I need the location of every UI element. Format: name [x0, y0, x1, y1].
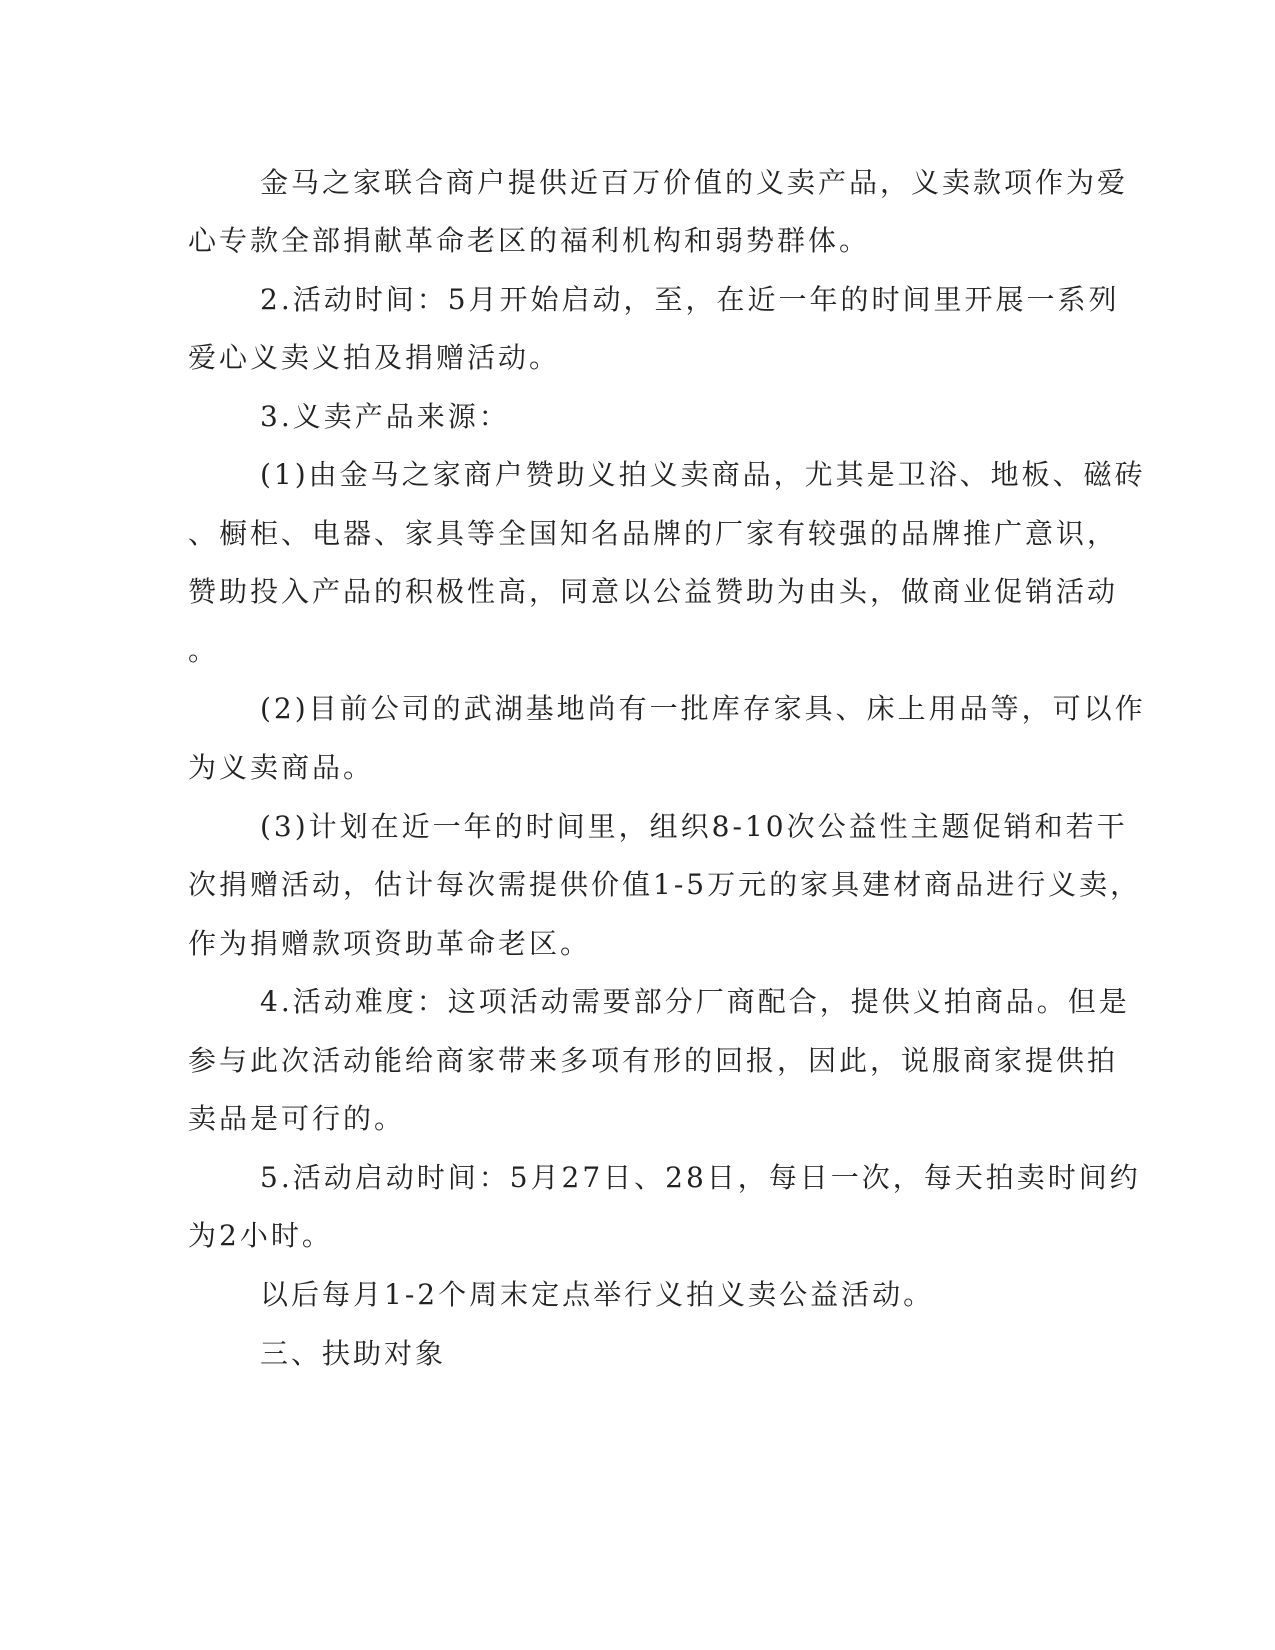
text-line: 作为捐赠款项资助革命老区。 — [188, 927, 592, 960]
text-line: 、橱柜、电器、家具等全国知名品牌的厂家有较强的品牌推广意识， — [188, 517, 1119, 550]
text-line: 4.活动难度：这项活动需要部分厂商配合，提供义拍商品。但是 — [260, 985, 1130, 1018]
section-heading: 三、扶助对象 — [260, 1337, 447, 1370]
text-line: 2.活动时间：5月开始启动，至，在近一年的时间里开展一系列 — [260, 283, 1120, 316]
text-line: (2)目前公司的武湖基地尚有一批库存家具、床上用品等，可以作 — [260, 692, 1146, 725]
text-line: 3.义卖产品来源： — [260, 400, 510, 433]
text-line: 卖品是可行的。 — [188, 1102, 406, 1135]
text-line: 次捐赠活动，估计每次需提供价值1-5万元的家具建材商品进行义卖， — [188, 868, 1142, 901]
text-line: (1)由金马之家商户赞助义拍义卖商品，尤其是卫浴、地板、磁砖 — [260, 458, 1146, 491]
text-line: 金马之家联合商户提供近百万价值的义卖产品，义卖款项作为爱 — [260, 166, 1129, 199]
text-line: 为2小时。 — [188, 1219, 333, 1252]
text-line: 心专款全部捐献革命老区的福利机构和弱势群体。 — [188, 224, 871, 257]
text-line: 为义卖商品。 — [188, 751, 375, 784]
text-line: 。 — [188, 634, 220, 667]
text-line: (3)计划在近一年的时间里，组织8-10次公益性主题促销和若干 — [260, 810, 1128, 843]
text-line: 5.活动启动时间：5月27日、28日，每日一次，每天拍卖时间约 — [260, 1161, 1141, 1194]
text-line: 参与此次活动能给商家带来多项有形的回报，因此，说服商家提供拍 — [188, 1044, 1119, 1077]
text-line: 赞助投入产品的积极性高，同意以公益赞助为由头，做商业促销活动 — [188, 575, 1119, 608]
text-line: 以后每月1-2个周末定点举行义拍义卖公益活动。 — [260, 1278, 935, 1311]
text-line: 爱心义卖义拍及捐赠活动。 — [188, 341, 561, 374]
